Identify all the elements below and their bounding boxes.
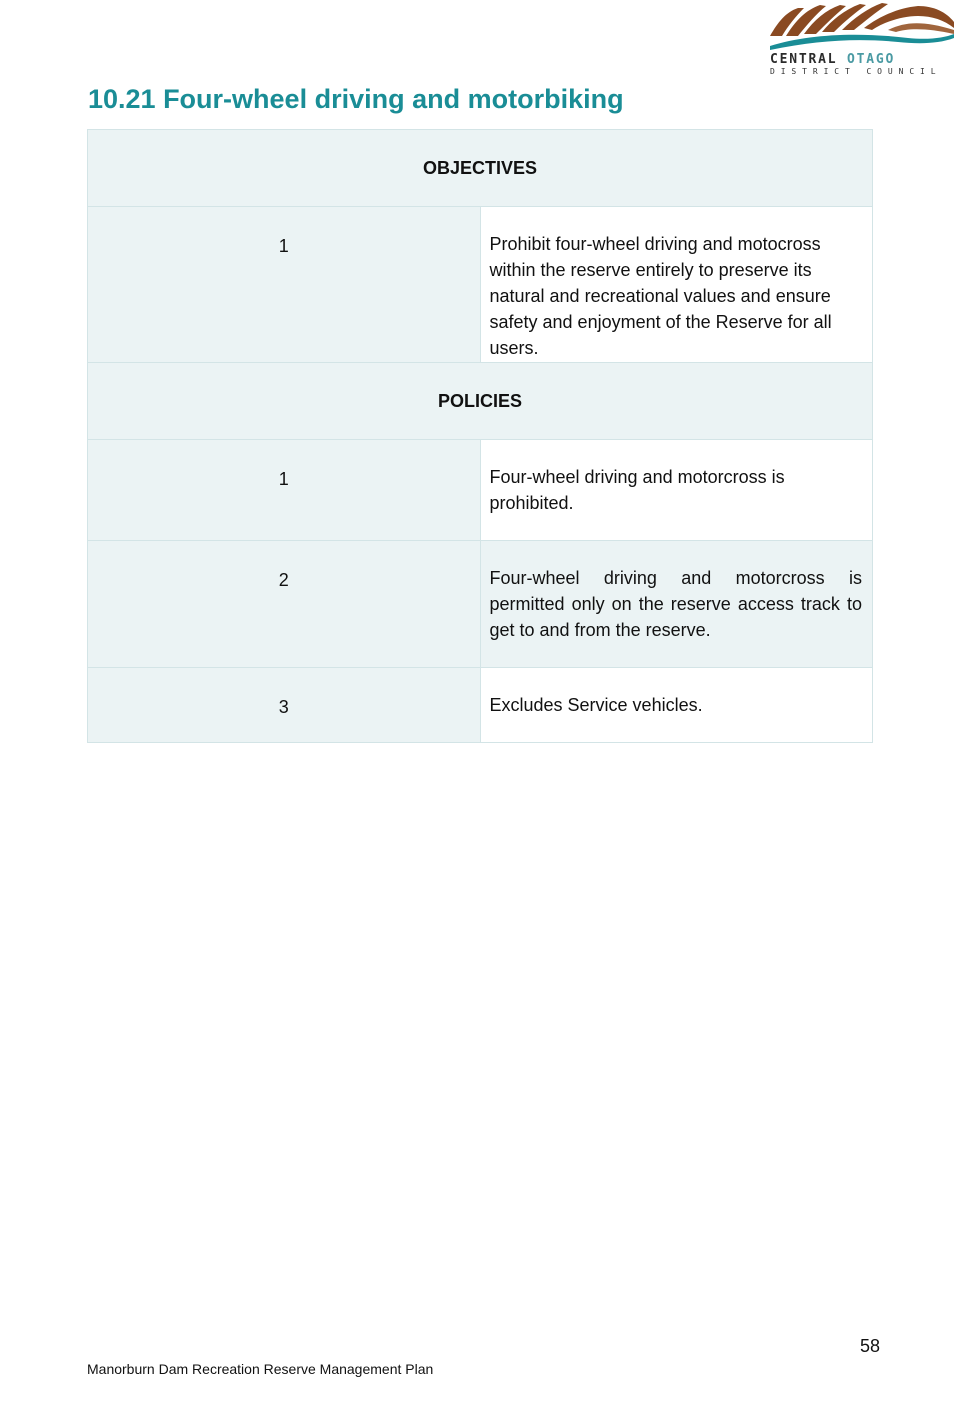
policy-text: Four-wheel driving and motorcross is prohibited. [480, 440, 873, 541]
policy-text: Excludes Service vehicles. [480, 668, 873, 743]
policy-row [88, 541, 873, 668]
policies-title: POLICIES [88, 363, 873, 440]
policies-table [87, 362, 873, 743]
central-otago-logo [768, 0, 956, 82]
section-heading: 10.21 Four-wheel driving and motorbiking [88, 84, 624, 114]
row-number: 2 [88, 541, 481, 668]
row-number: 3 [88, 668, 481, 743]
page-number: 58 [860, 1336, 881, 1356]
row-number: 1 [88, 207, 481, 386]
objective-text: Prohibit four-wheel driving and motocross within the reserve entirely to preserve its natural and recreational values and ensure safety and enjoyment of the Reserve for all users. [480, 207, 873, 386]
objective-row [88, 207, 873, 386]
logo-wordmark: CENTRAL OTAGO [770, 52, 896, 67]
policy-row [88, 440, 873, 541]
row-number: 1 [88, 440, 481, 541]
objectives-header-row [88, 130, 873, 207]
policies-header-row [88, 363, 873, 440]
policy-row [88, 668, 873, 743]
policy-text: Four-wheel driving and motorcross is permitted only on the reserve access track to get to and from the reserve. [480, 541, 873, 668]
footer-title: Manorburn Dam Recreation Reserve Management Plan [87, 1361, 434, 1377]
objectives-table [87, 129, 873, 386]
objectives-title: OBJECTIVES [88, 130, 873, 207]
logo-subtitle: DISTRICT COUNCIL [770, 67, 942, 76]
hills-emblem-icon [768, 0, 956, 52]
